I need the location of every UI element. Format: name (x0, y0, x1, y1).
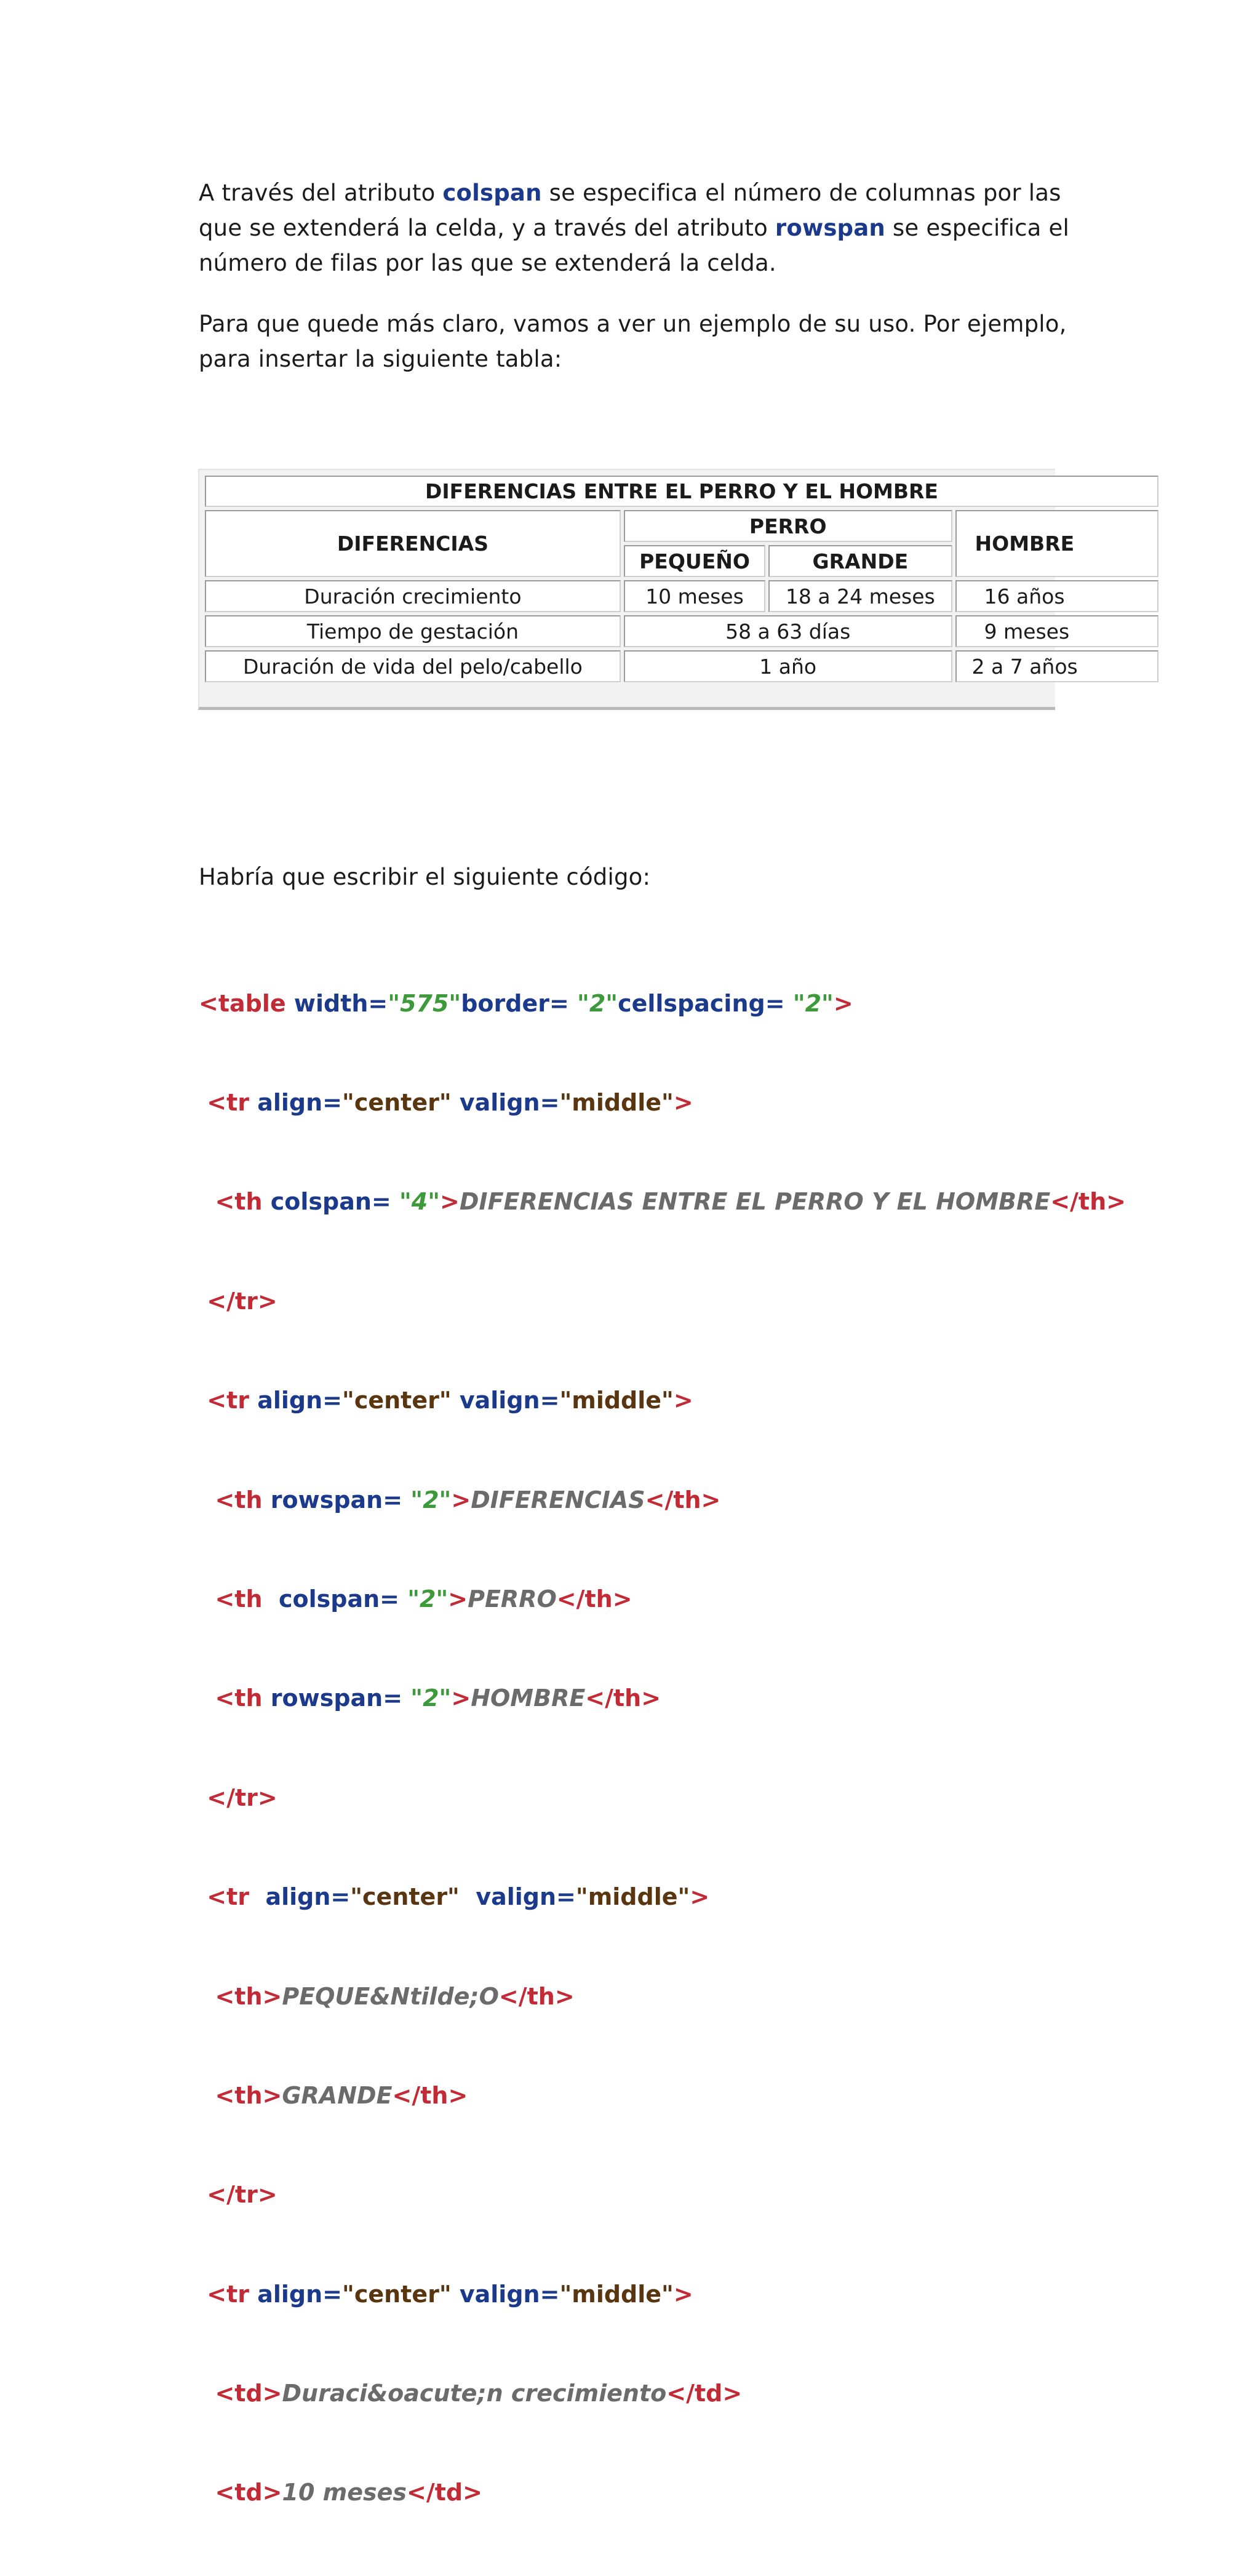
code-attr: valign= (451, 1387, 560, 1414)
row-label-cell: Duración crecimiento (205, 580, 621, 612)
code-attr: align= (249, 1883, 351, 1911)
code-attr: rowspan= (262, 1486, 403, 1513)
code-tag: <th (199, 1486, 263, 1513)
example-table (202, 473, 1162, 685)
code-line (199, 1186, 1126, 1219)
code-attr: cellspacing= (618, 989, 785, 1017)
keyword-colspan: colspan (442, 180, 542, 206)
code-tag: <th (199, 1685, 263, 1712)
code-tag: > (690, 1883, 710, 1911)
code-tag: </th> (498, 1982, 575, 2010)
code-tag: </th> (645, 1486, 721, 1513)
code-line (199, 1980, 1126, 2014)
header-grande: GRANDE (768, 545, 952, 577)
code-attr: align= (249, 1088, 343, 1116)
code-line (199, 1087, 1126, 1120)
code-text: PEQUE&Ntilde;O (282, 1982, 499, 2010)
code-attr: colspan= (262, 1188, 391, 1216)
code-tag: > (440, 1188, 460, 1216)
code-tag: <tr (199, 1883, 249, 1911)
code-tag: </tr> (199, 2181, 277, 2209)
code-tag: <tr (199, 1387, 249, 1414)
code-value: "middle" (575, 1883, 690, 1911)
table-row (205, 615, 1158, 647)
code-tag: <td> (199, 2479, 282, 2506)
code-line (199, 2476, 1126, 2510)
code-attr: width= (285, 989, 388, 1017)
code-value: "center" (342, 1387, 452, 1414)
header-diferencias: DIFERENCIAS (205, 510, 621, 577)
code-tag: </th> (585, 1685, 661, 1712)
code-tag: <th> (199, 1982, 282, 2010)
value-cell: 9 meses (955, 615, 1158, 647)
code-value: "2" (784, 989, 834, 1017)
code-tag: </td> (666, 2380, 743, 2407)
code-listing (199, 921, 1126, 2576)
code-attr: border= (461, 989, 569, 1017)
code-value: "2" (402, 1685, 452, 1712)
value-cell: 2 a 7 años (955, 650, 1158, 682)
code-attr: align= (249, 2280, 343, 2308)
code-tag: </td> (407, 2479, 482, 2506)
code-text: PERRO (468, 1585, 557, 1613)
code-value: "2" (399, 1585, 449, 1613)
code-value: "middle" (559, 1387, 674, 1414)
code-text: Duraci&oacute;n crecimiento (282, 2380, 667, 2407)
code-tag: <th> (199, 2081, 282, 2109)
value-cell: 10 meses (624, 580, 765, 612)
row-label-cell: Tiempo de gestación (205, 615, 621, 647)
code-value: "2" (402, 1486, 452, 1513)
code-value: "2" (568, 989, 618, 1017)
table-title-cell: DIFERENCIAS ENTRE EL PERRO Y EL HOMBRE (205, 476, 1158, 507)
code-tag: </th> (1050, 1188, 1126, 1216)
code-tag: > (451, 1486, 471, 1513)
code-value: "center" (342, 2280, 452, 2308)
code-line (199, 1782, 1126, 1815)
code-line (199, 1285, 1126, 1318)
code-line (199, 2179, 1126, 2212)
code-line (199, 987, 1126, 1021)
code-tag: <tr (199, 1088, 249, 1116)
code-text: 10 meses (282, 2479, 407, 2506)
code-value: "center" (350, 1883, 460, 1911)
code-line (199, 1484, 1126, 1517)
table-row (205, 580, 1158, 612)
value-cell: 16 años (955, 580, 1158, 612)
code-tag: <tr (199, 2280, 249, 2308)
code-intro-text: Habría que escribir el siguiente código: (199, 864, 651, 890)
code-tag: > (673, 2280, 693, 2308)
code-value: "middle" (559, 2280, 674, 2308)
code-line (199, 2080, 1126, 2113)
code-text: DIFERENCIAS ENTRE EL PERRO Y EL HOMBRE (459, 1188, 1051, 1216)
code-line (199, 1384, 1126, 1418)
value-cell: 18 a 24 meses (768, 580, 952, 612)
code-text: DIFERENCIAS (471, 1486, 645, 1513)
code-attr: colspan= (262, 1585, 400, 1613)
code-line (199, 1881, 1126, 1914)
code-tag: > (673, 1387, 693, 1414)
value-cell: 58 a 63 días (624, 615, 952, 647)
intro-paragraph-2: Para que quede más claro, vamos a ver un ejemplo de su uso. Por ejemplo, para insertar la siguiente tabla: (199, 311, 1067, 372)
code-attr: align= (249, 1387, 343, 1414)
intro-text: A través del atributo (199, 180, 443, 206)
intro-text: se especifica el número de filas por las que se extenderá la celda. (199, 215, 1069, 276)
intro-text: se especifica el número de columnas por las que se extenderá la celda, y a través del atributo (199, 180, 1061, 241)
row-label-cell: Duración de vida del pelo/cabello (205, 650, 621, 682)
code-attr: valign= (451, 1088, 560, 1116)
header-pequeno: PEQUEÑO (624, 545, 765, 577)
code-tag: > (673, 1088, 693, 1116)
header-perro: PERRO (624, 510, 952, 542)
keyword-rowspan: rowspan (775, 215, 885, 241)
code-attr: valign= (459, 1883, 576, 1911)
value-cell: 1 año (624, 650, 952, 682)
intro-paragraph-1 (199, 175, 1072, 281)
table-row (205, 650, 1158, 682)
code-line (199, 2278, 1126, 2311)
code-tag: <th (199, 1585, 263, 1613)
code-tag: </tr> (199, 1287, 277, 1315)
code-value: "4" (391, 1188, 441, 1216)
code-tag: <table (199, 989, 286, 1017)
code-value: "575" (388, 989, 461, 1017)
code-line (199, 1682, 1126, 1715)
code-tag: > (833, 989, 853, 1017)
code-tag: </th> (556, 1585, 632, 1613)
example-table-frame (198, 469, 1078, 710)
code-attr: valign= (451, 2280, 560, 2308)
code-text: HOMBRE (471, 1685, 586, 1712)
code-tag: </tr> (199, 1784, 277, 1811)
code-attr: rowspan= (262, 1685, 403, 1712)
code-tag: > (448, 1585, 468, 1613)
code-value: "middle" (559, 1088, 674, 1116)
code-line (199, 1583, 1126, 1616)
code-tag: <td> (199, 2380, 282, 2407)
header-hombre: HOMBRE (955, 510, 1158, 577)
code-tag: > (451, 1685, 471, 1712)
code-value: "center" (342, 1088, 452, 1116)
code-tag: </th> (392, 2081, 468, 2109)
code-text: GRANDE (282, 2081, 393, 2109)
code-line (199, 2377, 1126, 2411)
code-tag: <th (199, 1188, 263, 1216)
